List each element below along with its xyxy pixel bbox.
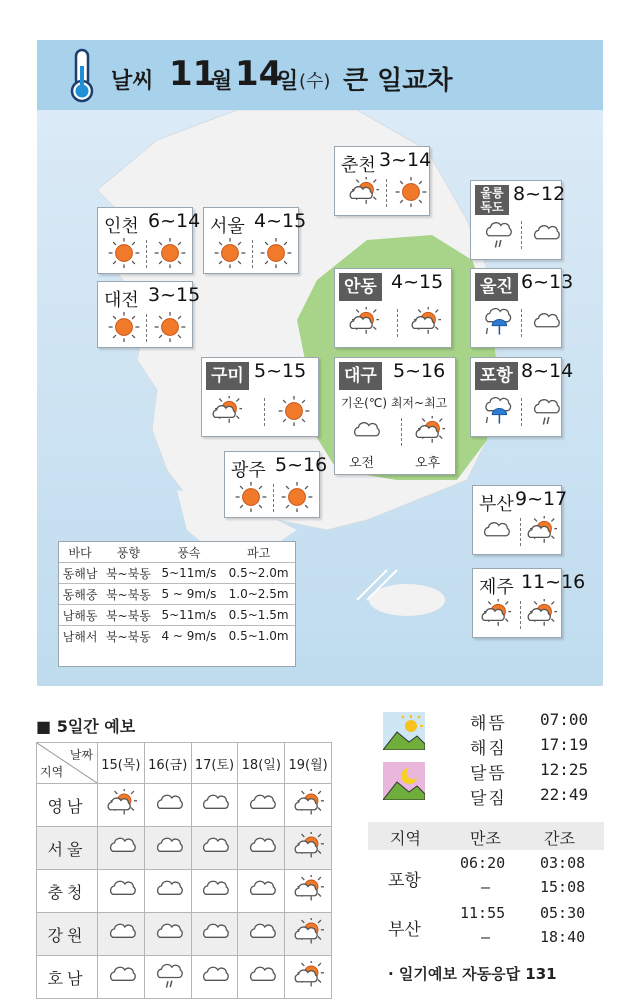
cloud-icon — [105, 918, 137, 946]
city-name: 포항 — [475, 362, 518, 390]
forecast-cell — [285, 956, 332, 999]
pm-weather — [278, 396, 310, 430]
forecast-cell — [238, 913, 285, 956]
cloud-sun-icon — [292, 961, 324, 989]
sea-cell: 북~북동 — [101, 605, 155, 626]
table-row — [59, 563, 295, 584]
am-weather — [210, 396, 242, 430]
tide-header-low: 간조 — [544, 829, 575, 848]
divider — [264, 398, 265, 426]
tide-value: 11:55 — [460, 904, 506, 922]
city-name: 대전 — [104, 290, 139, 311]
sunrise-icon — [383, 712, 425, 750]
cloud-icon — [479, 516, 511, 546]
forecast-cell — [98, 827, 145, 870]
city-temperature: 6~13 — [521, 271, 574, 293]
forecast-cell — [98, 870, 145, 913]
sun-icon — [395, 177, 427, 207]
cloud-icon — [529, 219, 561, 249]
headline: 큰 일교차 — [343, 66, 453, 96]
table-row — [37, 784, 332, 827]
sunrise-label: 해뜸 — [470, 714, 507, 734]
table-row — [37, 956, 332, 999]
forecast-cell — [98, 956, 145, 999]
city-card — [334, 268, 452, 348]
am-weather — [214, 238, 246, 272]
city-card — [472, 485, 568, 555]
forecast-cell — [285, 913, 332, 956]
am-weather — [108, 312, 140, 346]
tide-value: – — [481, 878, 491, 896]
sun-icon — [154, 238, 186, 268]
am-weather — [479, 599, 511, 633]
cloud-icon — [152, 875, 184, 903]
am-weather — [235, 482, 267, 516]
sunset-time: 17:19 — [540, 735, 589, 754]
date-month-unit: 월 — [211, 69, 233, 94]
sun-icon — [235, 482, 267, 512]
sea-cell: 4 ~ 9m/s — [156, 626, 223, 647]
city-name: 춘천 — [341, 155, 376, 176]
sea-cell: 남해동 — [59, 605, 101, 626]
date-month-number: 11 — [169, 54, 217, 94]
forecast-cell — [98, 784, 145, 827]
cloud-icon — [245, 789, 277, 817]
city-tag — [475, 185, 509, 215]
moonrise-label: 달뜸 — [470, 764, 507, 784]
cloud-sun-icon — [479, 599, 511, 629]
forecast-cell — [144, 956, 191, 999]
pm-weather — [260, 238, 292, 272]
am-weather — [481, 396, 513, 430]
am-weather — [479, 516, 511, 550]
cloud-icon — [152, 832, 184, 860]
pm-weather — [154, 238, 186, 272]
city-name: 안동 — [339, 273, 382, 301]
tide-value: 18:40 — [540, 928, 586, 946]
sea-cell: 5 ~ 9m/s — [156, 584, 223, 605]
forecast-region: 충청 — [37, 870, 98, 913]
table-row — [59, 626, 295, 647]
pm-weather — [413, 416, 445, 450]
divider — [521, 309, 522, 337]
am-weather — [347, 177, 379, 211]
date-day-number: 14 — [235, 54, 283, 94]
weather-label: 날씨 — [111, 69, 154, 94]
forecast-region: 영남 — [37, 784, 98, 827]
pm-weather — [529, 307, 561, 341]
sea-cell: 북~북동 — [101, 563, 155, 584]
cloud-icon — [198, 875, 230, 903]
table-row — [37, 827, 332, 870]
pm-weather — [529, 396, 561, 430]
sea-header-wave: 파고 — [247, 545, 271, 560]
city-name: 구미 — [206, 362, 249, 390]
forecast-cell — [144, 827, 191, 870]
divider — [521, 221, 522, 249]
divider — [521, 398, 522, 426]
city-temperature: 3~14 — [379, 149, 432, 171]
legend-am: 오전 — [349, 456, 375, 471]
forecast-region: 호남 — [37, 956, 98, 999]
sun-icon — [281, 482, 313, 512]
cloud-sun-icon — [413, 416, 445, 446]
forecast-day: 16(금) — [144, 743, 191, 784]
forecast-cell — [238, 827, 285, 870]
city-card — [224, 451, 328, 518]
sea-cell: 0.5~1.0m — [222, 626, 295, 647]
city-temperature: 5~16 — [275, 454, 328, 476]
forecast-cell — [191, 784, 238, 827]
forecast-day: 18(일) — [238, 743, 285, 784]
sunrise-time: 07:00 — [540, 710, 589, 729]
divider — [146, 240, 147, 268]
city-name: 울진 — [475, 273, 518, 301]
city-temperature: 4~15 — [254, 210, 307, 232]
phone-service-footer: · 일기예보 자동응답 131 — [388, 965, 557, 983]
tide-value: 03:08 — [540, 854, 586, 872]
forecast-cell — [285, 784, 332, 827]
table-row — [59, 605, 295, 626]
divider — [520, 518, 521, 546]
city-name: 울릉 — [480, 186, 504, 200]
cloud-sun-icon — [292, 875, 324, 903]
divider — [386, 179, 387, 207]
city-temperature: 11~16 — [521, 571, 586, 593]
sea-cell: 동해남 — [59, 563, 101, 584]
cloud-icon — [105, 875, 137, 903]
city-name: 대구 — [339, 362, 382, 390]
legend-description: 기온(℃) 최저~최고 — [341, 396, 448, 410]
tide-header-high: 만조 — [470, 829, 501, 848]
forecast-cell — [191, 913, 238, 956]
sea-cell: 북~북동 — [101, 584, 155, 605]
sun-icon — [108, 312, 140, 342]
divider — [401, 418, 402, 446]
city-temperature: 5~15 — [254, 360, 307, 382]
sea-header-speed: 풍속 — [177, 545, 201, 560]
sun-icon — [108, 238, 140, 268]
city-temperature: 3~15 — [148, 284, 201, 306]
divider — [397, 309, 398, 337]
forecast-cell — [144, 784, 191, 827]
cloud-sun-icon — [347, 307, 379, 337]
pm-weather — [395, 177, 427, 211]
cloud-rain-icon — [152, 961, 184, 989]
forecast-day: 19(월) — [285, 743, 332, 784]
forecast-cell — [191, 827, 238, 870]
cloud-sun-icon — [292, 918, 324, 946]
table-row — [37, 870, 332, 913]
forecast-corner — [37, 743, 98, 784]
cloud-rain-icon — [481, 219, 513, 249]
cloud-icon — [245, 875, 277, 903]
forecast-cell — [144, 870, 191, 913]
sun-icon — [278, 396, 310, 426]
cloud-icon — [152, 789, 184, 817]
city-card — [334, 357, 456, 475]
forecast-cell — [98, 913, 145, 956]
tide-value: 05:30 — [540, 904, 586, 922]
cloud-sun-icon — [210, 396, 242, 426]
divider — [273, 484, 274, 512]
city-card — [470, 357, 574, 437]
city-card — [472, 568, 586, 638]
pm-weather — [409, 307, 441, 341]
sun-icon — [214, 238, 246, 268]
tide-header-region: 지역 — [390, 829, 421, 848]
pm-weather — [525, 516, 557, 550]
forecast-cell — [238, 956, 285, 999]
sun-icon — [260, 238, 292, 268]
city-temperature: 5~16 — [393, 360, 446, 382]
city-card — [470, 268, 574, 348]
cloud-sun-icon — [292, 789, 324, 817]
cloud-icon — [198, 961, 230, 989]
cloud-sun-icon — [292, 832, 324, 860]
date-day-unit: 일 — [277, 69, 299, 94]
city-name: 광주 — [231, 460, 266, 481]
forecast-cell — [238, 870, 285, 913]
city-card — [470, 180, 566, 260]
sea-cell: 0.5~2.0m — [222, 563, 295, 584]
cloud-icon — [105, 832, 137, 860]
city-name: 독도 — [480, 200, 504, 214]
cloud-icon — [198, 918, 230, 946]
date-weekday: (수) — [299, 71, 331, 92]
city-temperature: 4~15 — [391, 271, 444, 293]
moonset-label: 달짐 — [470, 789, 507, 809]
cloud-sun-icon — [347, 177, 379, 207]
cloud-sun-icon — [409, 307, 441, 337]
city-card — [97, 207, 201, 274]
pm-weather — [525, 599, 557, 633]
corner-region-label: 지역 — [40, 765, 64, 779]
forecast-day: 15(목) — [98, 743, 145, 784]
city-card — [203, 207, 307, 274]
header-banner — [37, 40, 603, 110]
city-card — [334, 146, 430, 216]
cloud-umbrella-icon — [481, 396, 513, 426]
city-temperature: 6~14 — [148, 210, 201, 232]
am-weather — [349, 416, 381, 450]
sea-header-area: 바다 — [68, 545, 92, 560]
table-row — [59, 584, 295, 605]
cloud-umbrella-icon — [481, 307, 513, 337]
city-temperature: 8~12 — [513, 183, 566, 205]
cloud-rain-icon — [529, 396, 561, 426]
city-card — [97, 281, 201, 348]
cloud-sun-icon — [525, 599, 557, 629]
cloud-icon — [245, 832, 277, 860]
cloud-sun-icon — [525, 516, 557, 546]
tide-region: 부산 — [388, 920, 421, 940]
forecast-cell — [285, 827, 332, 870]
city-name: 서울 — [210, 216, 245, 237]
sea-cell: 북~북동 — [101, 626, 155, 647]
sunset-label: 해짐 — [470, 739, 507, 759]
corner-date-label: 날짜 — [69, 748, 93, 762]
sea-cell: 남해서 — [59, 626, 101, 647]
forecast-region: 서울 — [37, 827, 98, 870]
cloud-icon — [152, 918, 184, 946]
cloud-icon — [349, 416, 381, 446]
forecast-region: 강원 — [37, 913, 98, 956]
am-weather — [481, 219, 513, 253]
city-name: 부산 — [479, 494, 514, 515]
tide-value: 15:08 — [540, 878, 586, 896]
pm-weather — [281, 482, 313, 516]
forecast-cell — [285, 870, 332, 913]
tide-region: 포항 — [388, 871, 421, 891]
moonset-time: 22:49 — [540, 785, 589, 804]
sea-cell: 0.5~1.5m — [222, 605, 295, 626]
tide-value: – — [481, 928, 491, 946]
table-row — [37, 913, 332, 956]
cloud-icon — [105, 961, 137, 989]
cloud-icon — [529, 307, 561, 337]
am-weather — [347, 307, 379, 341]
forecast-cell — [191, 870, 238, 913]
forecast-title: ■ 5일간 예보 — [36, 717, 136, 736]
city-name: 제주 — [479, 577, 514, 598]
forecast-cell — [191, 956, 238, 999]
sea-cell: 1.0~2.5m — [222, 584, 295, 605]
divider — [146, 314, 147, 342]
divider — [252, 240, 253, 268]
cloud-icon — [198, 832, 230, 860]
legend-pm: 오후 — [415, 456, 441, 471]
pm-weather — [154, 312, 186, 346]
am-weather — [108, 238, 140, 272]
divider — [520, 601, 521, 629]
forecast-cell — [238, 784, 285, 827]
pm-weather — [529, 219, 561, 253]
sea-header-direction: 풍향 — [116, 545, 140, 560]
forecast-table — [36, 742, 332, 999]
sea-cell: 5~11m/s — [156, 563, 223, 584]
tide-header — [368, 822, 604, 850]
city-card — [201, 357, 319, 437]
city-name: 인천 — [104, 216, 139, 237]
thermometer-icon — [67, 48, 99, 104]
moonrise-time: 12:25 — [540, 760, 589, 779]
sea-conditions-table — [58, 541, 296, 667]
city-temperature: 8~14 — [521, 360, 574, 382]
cloud-icon — [245, 918, 277, 946]
cloud-icon — [198, 789, 230, 817]
sun-icon — [154, 312, 186, 342]
sea-cell: 동해중 — [59, 584, 101, 605]
cloud-sun-icon — [105, 789, 137, 817]
forecast-day: 17(토) — [191, 743, 238, 784]
tide-value: 06:20 — [460, 854, 506, 872]
city-temperature: 9~17 — [515, 488, 568, 510]
forecast-cell — [144, 913, 191, 956]
sea-cell: 5~11m/s — [156, 605, 223, 626]
cloud-icon — [245, 961, 277, 989]
moonrise-icon — [383, 762, 425, 800]
am-weather — [481, 307, 513, 341]
